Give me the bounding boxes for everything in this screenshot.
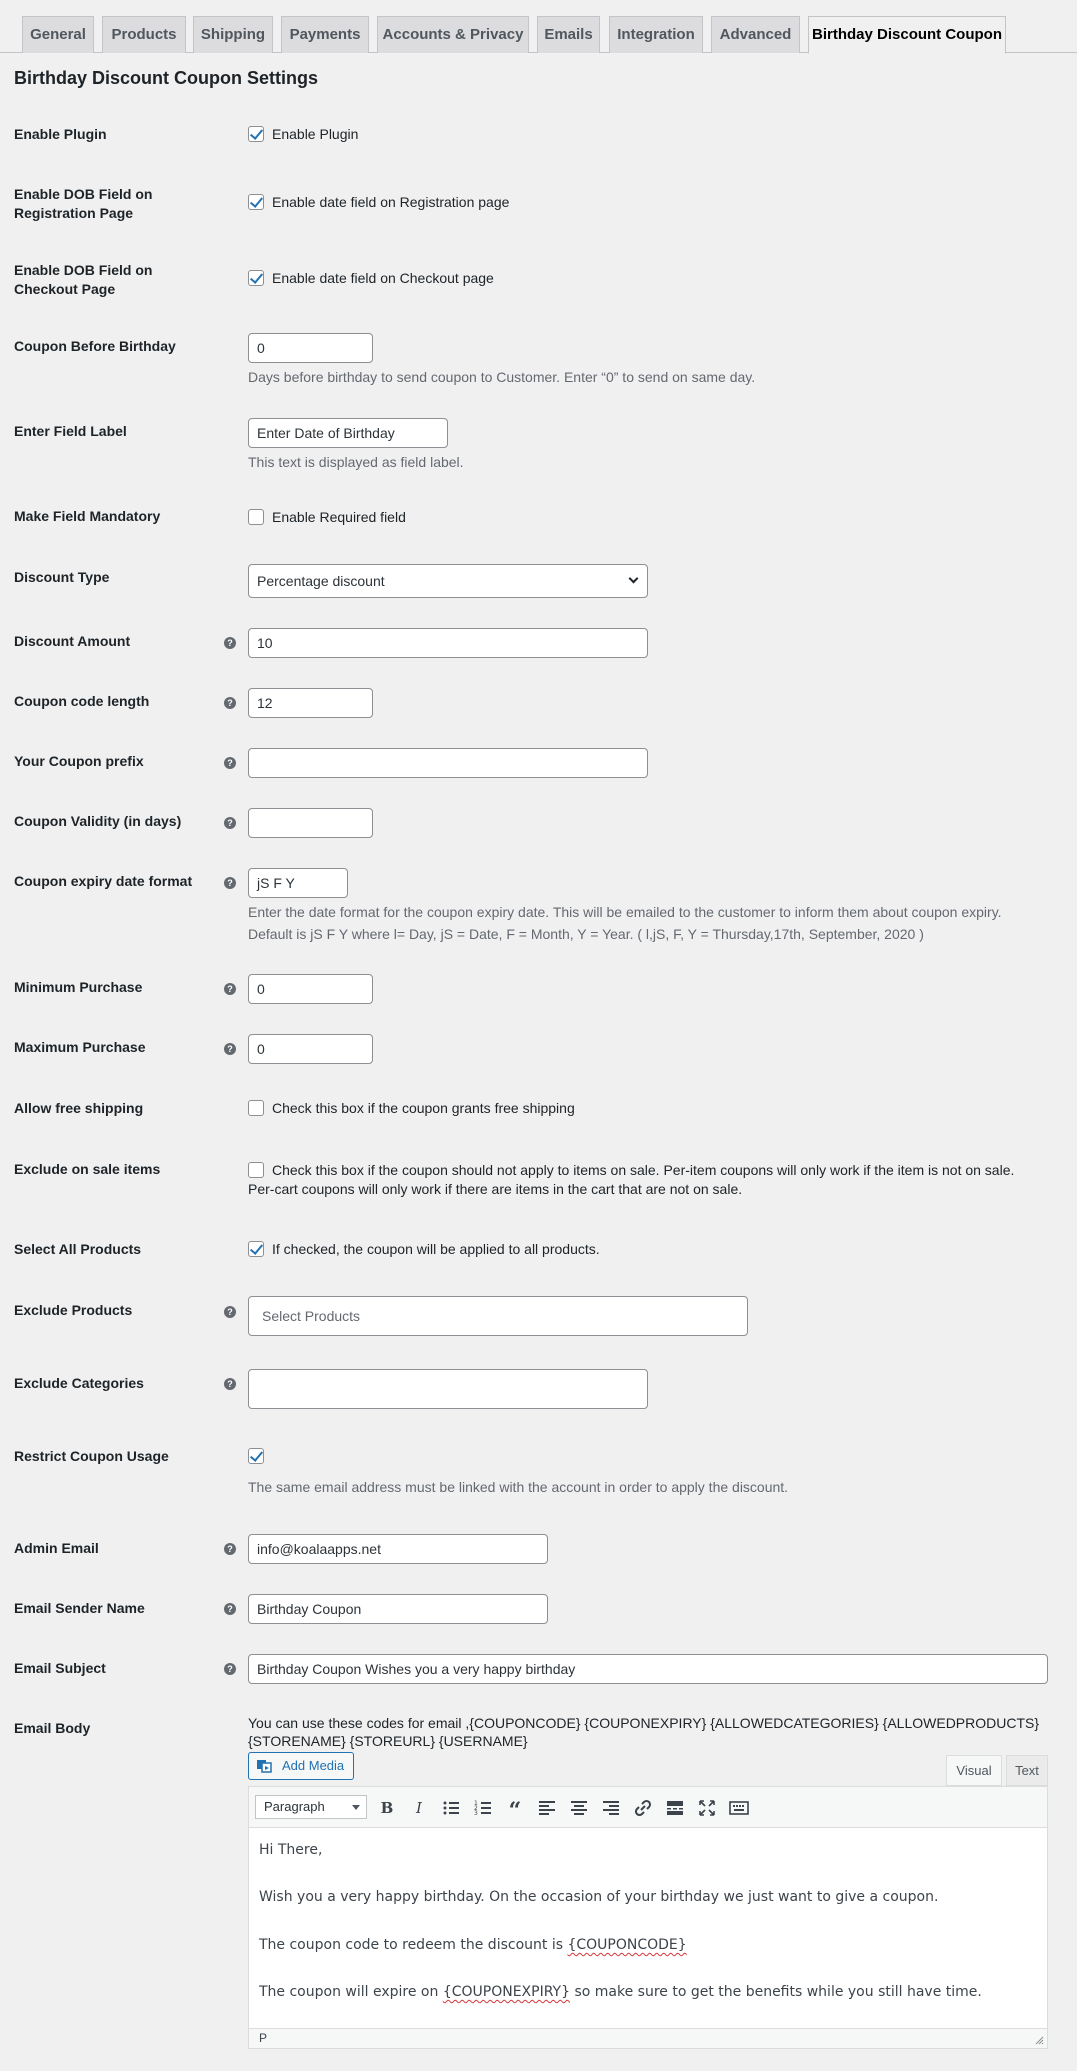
tab-advanced[interactable]: Advanced (711, 16, 800, 53)
label-coupon-expiry-format: Coupon expiry date format (14, 873, 193, 889)
label-admin-email: Admin Email (14, 1540, 99, 1556)
bold-icon[interactable]: B (380, 1799, 394, 1817)
tab-visual[interactable]: Visual (946, 1755, 1002, 1786)
help-icon: ? (224, 1043, 236, 1055)
numbered-list-icon[interactable] (473, 1798, 493, 1818)
dob-registration-text: Enable date field on Registration page (272, 194, 510, 210)
tab-integration[interactable]: Integration (609, 16, 703, 53)
coupon-expiry-format-desc-2: Default is jS F Y where l= Day, jS = Date, F = Month, Y = Year. ( l,jS, F, Y = Thursday,17th, September, 2020 ) (248, 926, 924, 942)
editor-line-4 (259, 1984, 982, 2000)
help-icon: ? (224, 757, 236, 769)
help-icon: ? (224, 1603, 236, 1615)
label-make-field-mandatory: Make Field Mandatory (14, 508, 161, 524)
label-allow-free-shipping: Allow free shipping (14, 1100, 144, 1116)
field-label-desc: This text is displayed as field label. (248, 454, 464, 470)
blockquote-icon[interactable]: “ (508, 1798, 522, 1824)
coupon-expiry-format-desc-1: Enter the date format for the coupon expiry date. This will be emailed to the customer to inform them about coupon expiry. (248, 904, 1002, 920)
tab-products[interactable]: Products (102, 16, 186, 53)
coupon-code-token: {COUPONCODE} (567, 1937, 687, 1953)
align-left-icon[interactable] (537, 1798, 557, 1818)
all-products-text: If checked, the coupon will be applied to all products. (272, 1241, 600, 1257)
settings-tabs (0, 0, 1077, 53)
email-subject-input[interactable]: Birthday Coupon Wishes you a very happy birthday (248, 1654, 1048, 1684)
editor-line-1: Hi There, (259, 1842, 323, 1858)
discount-type-value: Percentage discount (257, 573, 385, 589)
add-media-button[interactable] (248, 1752, 354, 1780)
label-dob-checkout: Enable DOB Field on Checkout Page (14, 262, 153, 297)
help-icon: ? (224, 983, 236, 995)
coupon-code-length-input[interactable]: 12 (248, 688, 373, 718)
label-field-label: Enter Field Label (14, 423, 127, 439)
label-minimum-purchase: Minimum Purchase (14, 979, 143, 995)
label-coupon-before-birthday: Coupon Before Birthday (14, 338, 176, 354)
format-select[interactable]: Paragraph (255, 1795, 367, 1819)
coupon-validity-input[interactable] (248, 808, 373, 838)
label-coupon-code-length: Coupon code length (14, 693, 150, 709)
email-codes-line-2: {STORENAME} {STOREURL} {USERNAME} (248, 1733, 528, 1749)
required-field-checkbox[interactable] (248, 509, 264, 525)
label-restrict-coupon-usage: Restrict Coupon Usage (14, 1448, 169, 1464)
editor-line-3 (259, 1937, 687, 1953)
label-coupon-validity: Coupon Validity (in days) (14, 813, 182, 829)
label-select-all-products: Select All Products (14, 1241, 142, 1257)
label-discount-type: Discount Type (14, 569, 110, 585)
tab-accounts-privacy[interactable]: Accounts & Privacy (377, 16, 529, 53)
restrict-usage-checkbox[interactable] (248, 1448, 264, 1464)
help-icon: ? (224, 697, 236, 709)
italic-icon[interactable]: I (416, 1799, 422, 1817)
restrict-usage-desc: The same email address must be linked with the account in order to apply the discount. (248, 1479, 789, 1495)
element-path: P (259, 2031, 268, 2045)
coupon-prefix-input[interactable] (248, 748, 648, 778)
label-exclude-products: Exclude Products (14, 1302, 133, 1318)
free-shipping-checkbox[interactable] (248, 1100, 264, 1116)
label-exclude-categories: Exclude Categories (14, 1375, 144, 1391)
label-discount-amount: Discount Amount (14, 633, 131, 649)
editor-line-4-text: The coupon will expire on (259, 1984, 443, 2000)
svg-text:1: 1 (474, 1800, 478, 1807)
chevron-down-icon (629, 574, 639, 584)
help-icon: ? (224, 1543, 236, 1555)
svg-text:3: 3 (474, 1810, 478, 1817)
maximum-purchase-input[interactable]: 0 (248, 1034, 373, 1064)
label-coupon-prefix: Your Coupon prefix (14, 753, 144, 769)
help-icon: ? (224, 1306, 236, 1318)
keyboard-toggle-icon[interactable] (729, 1798, 749, 1818)
label-dob-registration: Enable DOB Field on Registration Page (14, 186, 153, 221)
fullscreen-icon[interactable] (697, 1798, 717, 1818)
label-maximum-purchase: Maximum Purchase (14, 1039, 146, 1055)
exclude-sale-text-2: Per-cart coupons will only work if there are items in the cart that are not on sale. (248, 1181, 743, 1197)
coupon-before-birthday-input[interactable]: 0 (248, 333, 373, 363)
discount-type-select[interactable] (248, 564, 648, 598)
tab-birthday-discount-coupon[interactable]: Birthday Discount Coupon (808, 16, 1006, 54)
coupon-before-birthday-desc: Days before birthday to send coupon to Customer. Enter “0” to send on same day. (248, 369, 756, 385)
svg-text:2: 2 (474, 1805, 478, 1812)
help-icon: ? (224, 1663, 236, 1675)
page-title: Birthday Discount Coupon Settings (14, 68, 318, 88)
email-sender-name-input[interactable]: Birthday Coupon (248, 1594, 548, 1624)
tab-payments[interactable]: Payments (281, 16, 369, 53)
admin-email-input[interactable]: info@koalaapps.net (248, 1534, 548, 1564)
tab-general[interactable]: General (22, 16, 94, 53)
field-label-input[interactable]: Enter Date of Birthday (248, 418, 448, 448)
minimum-purchase-input[interactable]: 0 (248, 974, 373, 1004)
email-codes-line-1: You can use these codes for email ,{COUPONCODE} {COUPONEXPIRY} {ALLOWEDCATEGORIES} {ALLOWEDPRODUCTS} (248, 1715, 1040, 1731)
tab-emails[interactable]: Emails (537, 16, 600, 53)
label-enable-plugin: Enable Plugin (14, 126, 107, 142)
read-more-icon[interactable] (665, 1798, 685, 1818)
editor-line-3-text: The coupon code to redeem the discount is (259, 1937, 568, 1953)
enable-plugin-checkbox[interactable] (248, 126, 264, 142)
tab-shipping[interactable]: Shipping (193, 16, 273, 53)
exclude-sale-text-1: Check this box if the coupon should not apply to items on sale. Per-item coupons will only work if the item is not on sale. (272, 1162, 1015, 1178)
align-center-icon[interactable] (569, 1798, 589, 1818)
exclude-categories-select[interactable] (248, 1369, 648, 1409)
all-products-checkbox[interactable] (248, 1241, 264, 1257)
label-exclude-on-sale: Exclude on sale items (14, 1161, 161, 1177)
exclude-sale-checkbox[interactable] (248, 1162, 264, 1178)
media-icon (257, 1759, 272, 1773)
editor-toolbar (248, 1786, 1048, 1828)
required-field-text: Enable Required field (272, 509, 406, 525)
resize-handle-icon[interactable] (1034, 2035, 1044, 2045)
help-icon: ? (224, 877, 236, 889)
help-icon: ? (224, 637, 236, 649)
dob-registration-checkbox[interactable] (248, 194, 264, 210)
align-right-icon[interactable] (601, 1798, 621, 1818)
help-icon: ? (224, 1378, 236, 1390)
bullet-list-icon[interactable] (441, 1798, 461, 1818)
label-email-body: Email Body (14, 1720, 91, 1736)
free-shipping-text: Check this box if the coupon grants free shipping (272, 1100, 575, 1116)
label-email-sender-name: Email Sender Name (14, 1600, 145, 1616)
coupon-expiry-token: {COUPONEXPIRY} (442, 1984, 570, 2000)
dob-checkout-text: Enable date field on Checkout page (272, 270, 494, 286)
editor-status-bar (248, 2029, 1048, 2049)
add-media-label: Add Media (282, 1758, 345, 1773)
enable-plugin-text: Enable Plugin (272, 126, 359, 142)
label-email-subject: Email Subject (14, 1660, 106, 1676)
editor-line-2: Wish you a very happy birthday. On the occasion of your birthday we just want to give a coupon. (259, 1889, 939, 1905)
coupon-expiry-format-input[interactable]: jS F Y (248, 868, 348, 898)
exclude-products-select[interactable]: Select Products (248, 1296, 748, 1336)
editor-line-4-end: so make sure to get the benefits while you still have time. (570, 1984, 982, 2000)
tab-text[interactable]: Text (1006, 1755, 1048, 1786)
help-icon: ? (224, 817, 236, 829)
discount-amount-input[interactable]: 10 (248, 628, 648, 658)
email-body-editor[interactable] (248, 1827, 1048, 2029)
link-icon[interactable] (633, 1798, 653, 1818)
dob-checkout-checkbox[interactable] (248, 270, 264, 286)
